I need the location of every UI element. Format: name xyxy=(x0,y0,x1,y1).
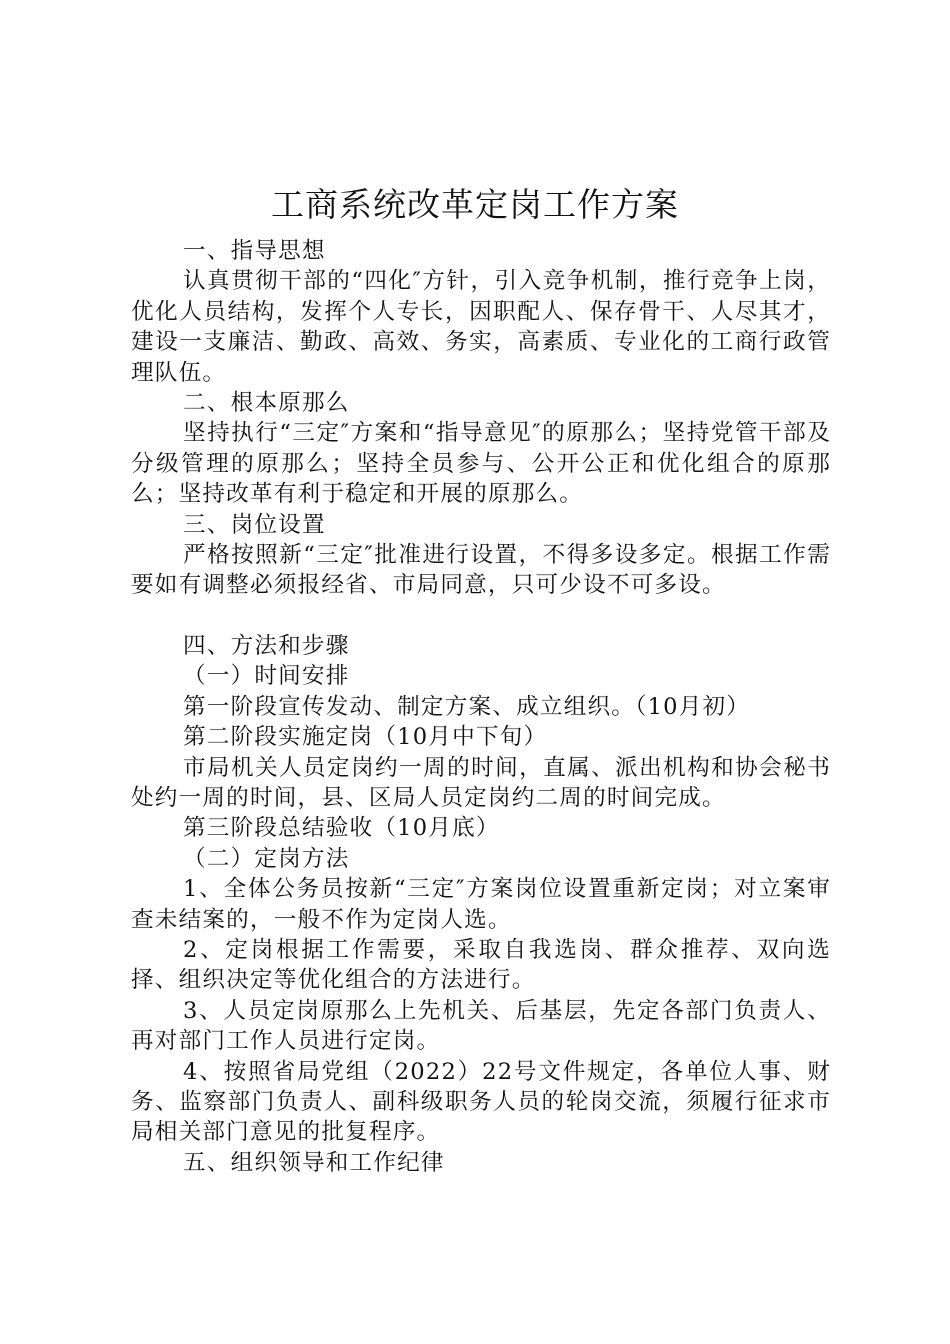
paragraph: 坚持执行“三定″方案和“指导意见″的原那么；坚持党管干部及分级管理的原那么；坚持全员参与、公开公正和优化组合的原那么；坚持改革有利于稳定和开展的原那么。 xyxy=(131,420,831,508)
list-item: 1、全体公务员按新“三定″方案岗位设置重新定岗；对立案审查未结案的，一般不作为定岗人选。 xyxy=(131,876,831,933)
subsection-heading: （一）时间安排 xyxy=(183,663,350,690)
paragraph: 市局机关人员定岗约一周的时间，直属、派出机构和协会秘书处约一周的时间，县、区局人员定岗约二周的时间完成。 xyxy=(131,754,831,811)
document-body xyxy=(131,236,831,1178)
list-item: 2、定岗根据工作需要，采取自我选岗、群众推荐、双向选择、组织决定等优化组合的方法进行。 xyxy=(131,936,831,994)
section-heading: 四、方法和步骤 xyxy=(183,632,350,659)
subsection-heading: （二）定岗方法 xyxy=(183,845,350,872)
section-heading: 一、指导思想 xyxy=(183,238,326,264)
section-heading: 二、根本原那么 xyxy=(183,390,350,417)
paragraph: 认真贯彻干部的“四化″方针，引入竞争机制，推行竞争上岗，优化人员结构，发挥个人专长，因职配人、保存骨干、人尽其才，建设一支廉洁、勤政、高效、务实，高素质、专业化的工商行政管理队伍。 xyxy=(131,268,831,386)
paragraph: 第二阶段实施定岗（10月中下旬） xyxy=(183,724,548,751)
document-title: 工商系统改革定岗工作方案 xyxy=(271,185,679,224)
paragraph: 第一阶段宣传发动、制定方案、成立组织。（10月初） xyxy=(183,693,751,720)
section-heading: 五、组织领导和工作纪律 xyxy=(183,1149,445,1176)
list-item: 4、按照省局党组（2022）22号文件规定，各单位人事、财务、监察部门负责人、副科级职务人员的轮岗交流，须履行征求市局相关部门意见的批复程序。 xyxy=(131,1058,831,1146)
section-heading: 三、岗位设置 xyxy=(183,511,326,538)
list-item: 3、人员定岗原那么上先机关、后基层，先定各部门负责人、再对部门工作人员进行定岗。 xyxy=(131,997,831,1055)
paragraph: 严格按照新“三定″批准进行设置，不得多设多定。根据工作需要如有调整必须报经省、市局同意，只可少设不可多设。 xyxy=(131,542,831,599)
paragraph: 第三阶段总结验收（10月底） xyxy=(183,815,500,842)
